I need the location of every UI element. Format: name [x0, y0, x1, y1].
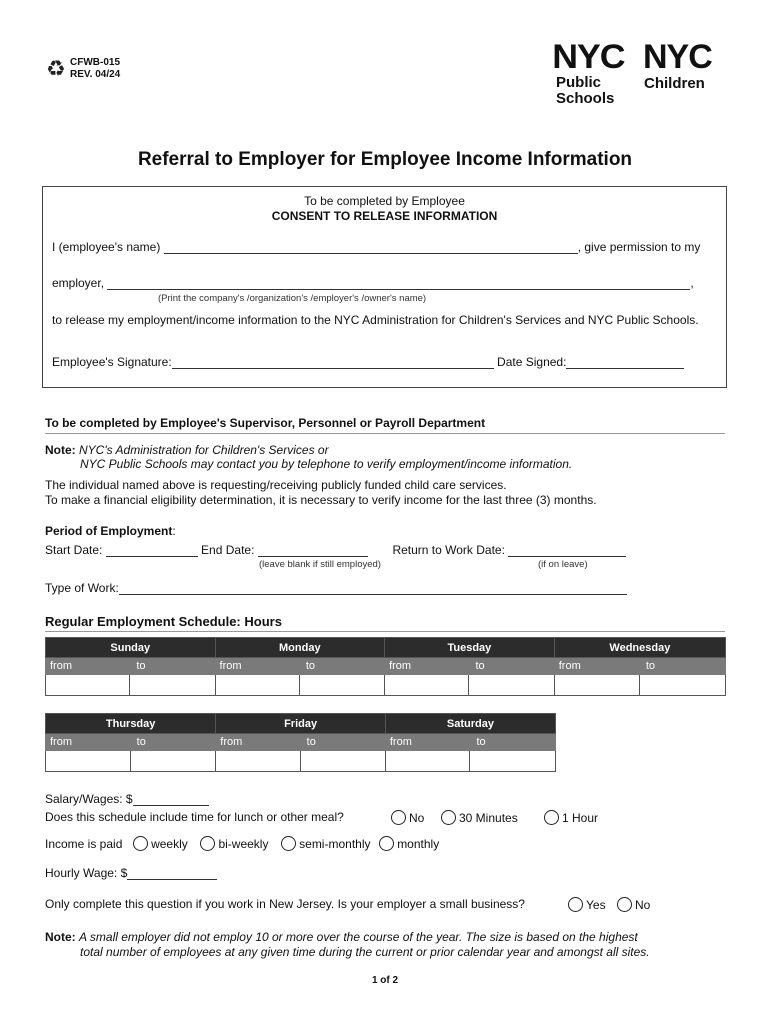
- saturday-to-cell[interactable]: [470, 751, 556, 772]
- to-label: to: [130, 658, 215, 675]
- to-label: to: [299, 658, 384, 675]
- nj-option-yes[interactable]: [568, 897, 606, 912]
- type-of-work-label: Type of Work:: [45, 581, 119, 595]
- day-header: Friday: [216, 714, 386, 734]
- end-date-hint: (leave blank if still employed): [259, 559, 381, 570]
- radio-icon[interactable]: [200, 836, 215, 851]
- consent-line2: CONSENT TO RELEASE INFORMATION: [271, 209, 498, 223]
- from-label: from: [385, 658, 469, 675]
- income-option-label: semi-monthly: [299, 837, 371, 851]
- para1: The individual named above is requesting/receiving publicly funded child care services.: [45, 478, 507, 492]
- radio-icon[interactable]: [391, 810, 406, 825]
- employee-name-suffix: , give permission to my: [577, 240, 701, 254]
- tuesday-from-cell[interactable]: [385, 675, 469, 696]
- day-header: Wednesday: [554, 638, 725, 658]
- income-label: Income is paid: [45, 837, 123, 851]
- form-code: [70, 57, 120, 81]
- nj-option-no[interactable]: [617, 897, 650, 912]
- type-of-work-field[interactable]: [119, 582, 627, 595]
- to-label: to: [469, 658, 554, 675]
- income-option-biweekly[interactable]: [200, 837, 268, 851]
- nj-question: Only complete this question if you work in New Jersey. Is your employer a small business?: [45, 897, 525, 911]
- income-option-monthly[interactable]: [379, 837, 439, 851]
- employer-label: employer,: [52, 276, 105, 290]
- from-label: from: [554, 658, 639, 675]
- logo-schools: Schools: [556, 90, 615, 107]
- return-date-field[interactable]: [508, 544, 626, 557]
- lunch-option-label: 30 Minutes: [459, 811, 518, 825]
- date-signed-label: Date Signed:: [497, 355, 567, 369]
- period-heading: [45, 524, 176, 538]
- income-option-semimonthly[interactable]: [281, 837, 370, 851]
- nyc-public-schools-logo: NYC: [552, 38, 625, 76]
- from-label: from: [46, 734, 131, 751]
- day-header: Sunday: [46, 638, 216, 658]
- sunday-to-cell[interactable]: [130, 675, 215, 696]
- monday-to-cell[interactable]: [299, 675, 384, 696]
- type-of-work-row: [45, 581, 627, 595]
- income-row: [45, 836, 439, 851]
- radio-icon[interactable]: [379, 836, 394, 851]
- tuesday-to-cell[interactable]: [469, 675, 554, 696]
- consent-line1: To be completed by Employee: [304, 194, 465, 208]
- salary-row: [45, 792, 209, 806]
- signature-row: [52, 355, 684, 369]
- to-label: to: [300, 734, 385, 751]
- day-header: Thursday: [46, 714, 216, 734]
- period-label: Period of Employment: [45, 524, 173, 538]
- friday-from-cell[interactable]: [216, 751, 300, 772]
- day-header: Saturday: [385, 714, 555, 734]
- form-code-text: CFWB-015: [70, 57, 121, 68]
- note-line1: NYC's Administration for Children's Services or: [79, 443, 329, 457]
- lunch-question: Does this schedule include time for lunch or other meal?: [45, 810, 344, 824]
- schedule-table-1: [45, 637, 726, 696]
- salary-label: Salary/Wages: $: [45, 792, 133, 806]
- wednesday-to-cell[interactable]: [639, 675, 725, 696]
- page-title: Referral to Employer for Employee Income Information: [137, 149, 633, 170]
- end-date-label: End Date:: [201, 543, 255, 557]
- lunch-option-no[interactable]: [391, 810, 424, 825]
- signature-label: Employee's Signature:: [52, 355, 172, 369]
- monday-from-cell[interactable]: [215, 675, 299, 696]
- divider: [45, 631, 725, 632]
- to-label: to: [639, 658, 725, 675]
- para2: To make a financial eligibility determination, it is necessary to verify income for the last three (3) months.: [45, 493, 597, 507]
- note-line2: NYC Public Schools may contact you by telephone to verify employment/income information.: [80, 457, 573, 471]
- radio-icon[interactable]: [441, 810, 456, 825]
- revision-text: REV. 04/24: [70, 69, 121, 80]
- logo-public: Public: [556, 74, 602, 91]
- nj-option-label: Yes: [586, 898, 606, 912]
- nyc-public-schools-logo-text: [556, 75, 614, 107]
- recycle-icon: ♻: [46, 56, 66, 81]
- lunch-option-1hour[interactable]: [544, 810, 598, 825]
- supervisor-heading: To be completed by Employee's Supervisor, Personnel or Payroll Department: [45, 416, 486, 430]
- footer-note-row: [45, 930, 638, 944]
- to-label: to: [470, 734, 556, 751]
- lunch-option-30[interactable]: [441, 810, 518, 825]
- radio-icon[interactable]: [544, 810, 559, 825]
- period-colon: :: [172, 524, 176, 538]
- footer-note-line2: total number of employees at any given time during the current or prior calendar year and amongst all sites.: [80, 945, 650, 959]
- lunch-option-label: No: [409, 811, 425, 825]
- nyc-children-logo-text: Children: [644, 75, 705, 92]
- schedule-table-2: [45, 713, 556, 772]
- salary-field[interactable]: [133, 793, 209, 806]
- from-label: from: [215, 658, 299, 675]
- to-label: to: [130, 734, 216, 751]
- note-label: Note:: [45, 443, 76, 457]
- return-date-hint: (if on leave): [538, 559, 588, 570]
- income-option-weekly[interactable]: [133, 837, 188, 851]
- hourly-wage-label: Hourly Wage: $: [45, 866, 128, 880]
- start-date-field[interactable]: [106, 544, 198, 557]
- from-label: from: [385, 734, 470, 751]
- date-signed-field[interactable]: [566, 356, 684, 369]
- saturday-from-cell[interactable]: [385, 751, 470, 772]
- footer-note-line1: A small employer did not employ 10 or more over the course of the year. The size is based on the highest: [79, 930, 638, 944]
- start-date-label: Start Date:: [45, 543, 103, 557]
- income-option-label: weekly: [151, 837, 188, 851]
- employee-name-row: [52, 240, 722, 254]
- radio-icon[interactable]: [617, 897, 632, 912]
- employer-hint: (Print the company's /organization's /employer's /owner's name): [158, 293, 427, 304]
- day-header: Tuesday: [385, 638, 555, 658]
- employer-row: [52, 276, 722, 290]
- day-header: Monday: [215, 638, 385, 658]
- nj-option-label: No: [635, 898, 651, 912]
- hourly-wage-field[interactable]: [127, 867, 217, 880]
- income-option-label: bi-weekly: [218, 837, 269, 851]
- from-label: from: [216, 734, 300, 751]
- income-option-label: monthly: [397, 837, 440, 851]
- release-text: to release my employment/income information to the NYC Administration for Children's Services and NYC Public Schools.: [52, 313, 699, 327]
- thursday-to-cell[interactable]: [130, 751, 216, 772]
- note-row: [45, 443, 329, 457]
- employer-suffix: ,: [690, 276, 694, 290]
- sunday-from-cell[interactable]: [46, 675, 130, 696]
- thursday-from-cell[interactable]: [46, 751, 131, 772]
- footer-note-label: Note:: [45, 930, 76, 944]
- lunch-option-label: 1 Hour: [562, 811, 599, 825]
- nyc-children-logo: NYC: [643, 38, 712, 76]
- dates-row: [45, 543, 626, 557]
- employee-name-label: I (employee's name): [52, 240, 161, 254]
- end-date-field[interactable]: [258, 544, 368, 557]
- wednesday-from-cell[interactable]: [554, 675, 639, 696]
- divider: [45, 433, 725, 434]
- from-label: from: [46, 658, 130, 675]
- radio-icon[interactable]: [568, 897, 583, 912]
- friday-to-cell[interactable]: [300, 751, 385, 772]
- return-date-label: Return to Work Date:: [392, 543, 505, 557]
- radio-icon[interactable]: [281, 836, 296, 851]
- page-number: 1 of 2: [371, 975, 399, 986]
- schedule-heading: Regular Employment Schedule: Hours: [45, 614, 282, 629]
- employer-name-field[interactable]: [107, 277, 690, 290]
- signature-field[interactable]: [172, 356, 494, 369]
- radio-icon[interactable]: [133, 836, 148, 851]
- hourly-wage-row: [45, 866, 217, 880]
- employee-name-field[interactable]: [164, 241, 578, 254]
